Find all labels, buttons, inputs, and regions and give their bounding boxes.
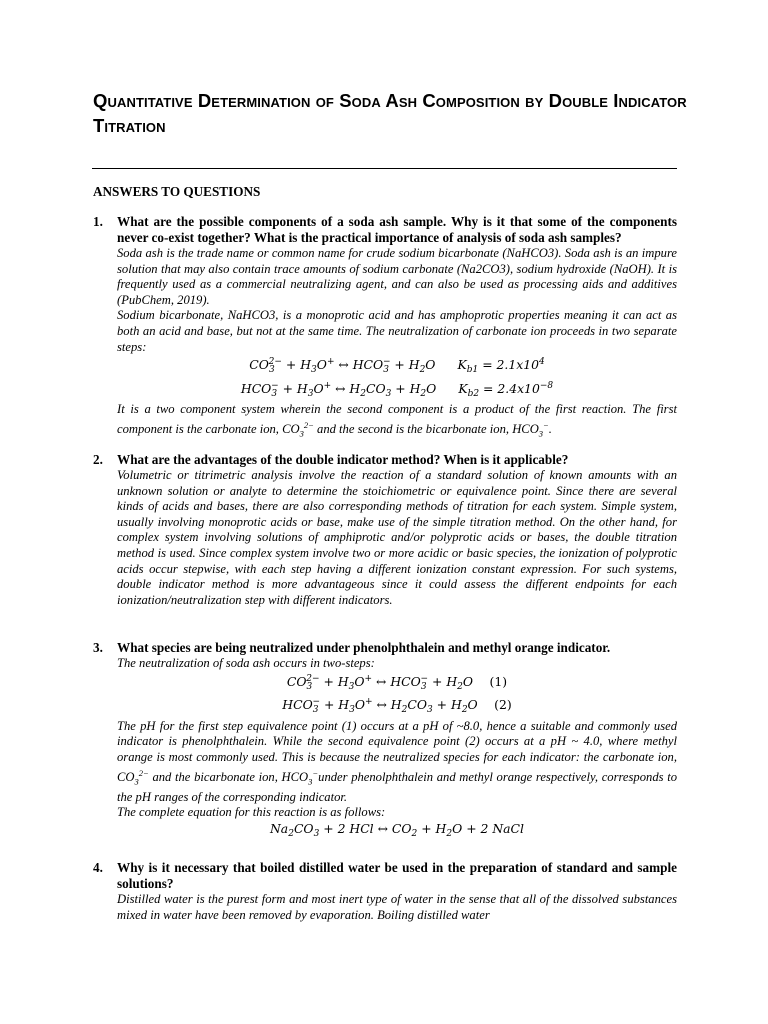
kb1-exponent: 4 [538, 357, 545, 368]
equation-tag: (2) [494, 697, 512, 713]
question-text: What species are being neutralized under phenolphthalein and methyl orange indicator. [117, 640, 611, 655]
equation-step-2: $HCO_3^- + H_3O^+$ ↔ $H_2CO_3 + H_2O$ (2) [282, 697, 512, 716]
answer-text: It is a two component system wherein the second component is a product of the first reaction. The first component is the carbonate ion, $CO_3^{2-}$ and the second is the bicarbonate ion, $HCO_3^-$. [117, 402, 677, 439]
bicarbonate-ion: $HCO_3^-$ [281, 767, 319, 787]
question-text: What are the possible components of a soda ash sample. Why is it that some of the components never co-exist together? What is the practical importance of analysis of soda ash samples? [117, 214, 677, 245]
section-heading: ANSWERS TO QUESTIONS [93, 184, 261, 199]
equation-tag: (1) [489, 673, 508, 689]
question-3 [93, 640, 677, 843]
title-divider [92, 168, 677, 169]
question-number: 1. [93, 214, 103, 229]
page-title: Quantitative Determination of Soda Ash Composition by Double Indicator Titration [93, 90, 687, 136]
answer-paragraph: Sodium bicarbonate, NaHCO3, is a monoprotic acid and has amphoprotic properties meaning it can act as both an acid and base, but not at the same time. The neutralization of carbonate ion proceeds in two separate steps: [117, 308, 677, 354]
carbonate-ion: $CO_3^{2-}$ [282, 419, 314, 439]
answer-text [117, 656, 677, 672]
equation-carbonate-protonation: $CO_3^{2-} + H_3O^+$ ↔ $HCO_3^- + H_2O$ $K_{b1} = 2.1x10^4$ [249, 357, 545, 376]
answer-paragraph: Soda ash is the trade name or common name for crude sodium bicarbonate (NaHCO3). Soda ash is an impure solution that may also contain trace amounts of sodium carbonate (Na2CO3), sodium hydroxide (NaOH). It is frequently used as a commercial neutralizing agent, and can also be used as processing aids and additives (PubChem, 2019). [117, 246, 677, 307]
bicarbonate-ion: $HCO_3^-$ [512, 419, 549, 439]
question-4 [93, 860, 677, 923]
carbonate-ion: $CO_3^{2-}$ [117, 767, 149, 787]
question-number: 2. [93, 452, 103, 467]
equation-bicarbonate-protonation: $HCO_3^- + H_3O^+$ ↔ $H_2CO_3 + H_2O$ $K_{b2} = 2.4x10^{-8}$ [240, 380, 554, 399]
equation-step-1: $CO_3^{2-} + H_3O^+$ ↔ $HCO_3^- + H_2O$ (1) [286, 673, 508, 692]
question-text: What are the advantages of the double indicator method? When is it applicable? [117, 452, 569, 467]
answer-paragraph: Distilled water is the purest form and most inert type of water in the sense that all of the dissolved substances mixed in water have been removed by evaporation. Boiling distilled water [117, 892, 677, 922]
kb2-value: = 2.4x10 [483, 380, 540, 396]
answer-paragraph: It is a two component system wherein the second component is a product of the first reaction. The first component is the carbonate ion, [117, 402, 677, 437]
answer-paragraph: The complete equation for this reaction is as follows: [117, 805, 386, 820]
kb2-exponent: −8 [539, 380, 554, 391]
question-2 [93, 452, 677, 608]
answer-paragraph: The pH for the first step equivalence point (1) occurs at a pH of ~8.0, hence a suitable and commonly used indicator is phenolphthalein. While the second equivalence point (2) occurs at a pH ~ 4.0, where methyl orange is most commonly used. This is because the neutralized species for each indicator: the carbonate ion, [117, 718, 677, 764]
answer-paragraph: Volumetric or titrimetric analysis involve the reaction of a standard solution of known amounts with an unknown solution or analyte to determine the stoichiometric or equivalence point. Since there are several kinds of acids and bases, there are also corresponding methods of titration for each system. Simple system, usually involving monoprotic acids or base, make use of the simple titration method. On the other hand, for complex system involving solutions of amphiprotic and/or polyprotic acids or bases, the double titration method is used. Since complex system involve two or more acidic or basic species, the ionization of polyprotic acids occur stepwise, with each step having a different ionization constant expression. For such systems, double indicator method is more advantageous since it could assess the different endpoints for each ionization/neutralization step with different indicators. [117, 468, 677, 607]
kb1-value: = 2.1x10 [482, 357, 539, 373]
equation-complete-reaction: $Na_2CO_3 + 2$ HCl ↔ $CO_2 + H_2O + 2$ NaCl [269, 821, 525, 840]
question-number: 4. [93, 860, 103, 875]
answer-text [117, 892, 677, 923]
answer-paragraph: The neutralization of soda ash occurs in two-steps: [117, 656, 375, 670]
question-number: 3. [93, 640, 103, 655]
answer-text [117, 468, 677, 608]
question-text: Why is it necessary that boiled distilled water be used in the preparation of standard and sample solutions? [117, 860, 677, 891]
answer-text: The pH for the first step equivalence point (1) occurs at a pH of ~8.0, hence a suitable and commonly used indicator is phenolphthalein. While the second equivalence point (2) occurs at a pH ~ 4.0, where methyl orange is most commonly used. This is because the neutralized species for each indicator: the carbonate ion, $CO_3^{2-}$ and the bicarbonate ion, $HCO_3^-under$ phenolphthalein and methyl orange respectively, corresponds to the pH ranges of the corresponding indicator. The complete equation for this reaction is as follows: [117, 718, 677, 820]
answer-text [117, 246, 677, 355]
question-1 [93, 214, 677, 442]
